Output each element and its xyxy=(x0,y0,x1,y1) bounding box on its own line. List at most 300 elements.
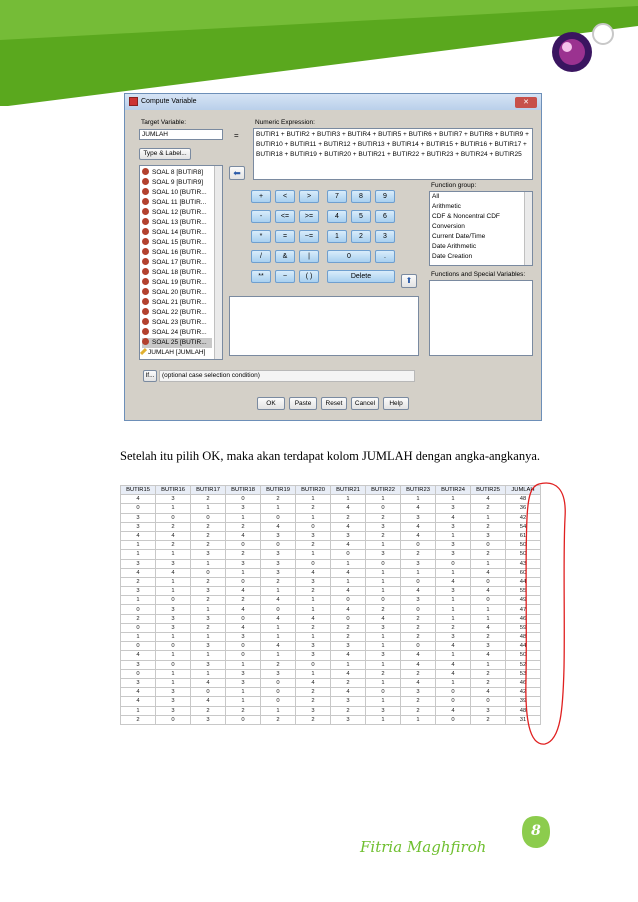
table-cell[interactable]: 1 xyxy=(156,651,191,660)
table-cell[interactable]: 0 xyxy=(471,577,506,586)
table-cell[interactable]: 1 xyxy=(296,669,331,678)
table-cell[interactable]: 48 xyxy=(506,706,541,715)
table-cell[interactable]: 4 xyxy=(261,522,296,531)
variable-list-item[interactable] xyxy=(142,268,207,278)
table-cell[interactable]: 1 xyxy=(191,633,226,642)
keypad-button[interactable]: - xyxy=(251,210,271,223)
table-cell[interactable]: 49 xyxy=(506,596,541,605)
keypad-button[interactable]: 5 xyxy=(351,210,371,223)
table-cell[interactable]: 2 xyxy=(471,715,506,724)
table-cell[interactable]: 46 xyxy=(506,678,541,687)
table-cell[interactable]: 3 xyxy=(436,504,471,513)
ok-button[interactable]: OK xyxy=(257,397,285,410)
table-cell[interactable]: 3 xyxy=(401,513,436,522)
column-header[interactable]: BUTIR20 xyxy=(296,486,331,495)
table-cell[interactable]: 2 xyxy=(401,697,436,706)
keypad-button[interactable]: 7 xyxy=(327,190,347,203)
table-cell[interactable]: 31 xyxy=(506,715,541,724)
keypad-button[interactable]: < xyxy=(275,190,295,203)
if-button[interactable]: If... xyxy=(143,370,157,382)
table-cell[interactable]: 2 xyxy=(401,550,436,559)
table-cell[interactable]: 0 xyxy=(121,623,156,632)
table-cell[interactable]: 2 xyxy=(331,513,366,522)
table-cell[interactable]: 2 xyxy=(121,577,156,586)
table-cell[interactable]: 3 xyxy=(191,715,226,724)
table-cell[interactable]: 2 xyxy=(366,605,401,614)
table-cell[interactable]: 1 xyxy=(156,678,191,687)
table-cell[interactable]: 4 xyxy=(401,531,436,540)
table-cell[interactable]: 0 xyxy=(156,642,191,651)
table-cell[interactable]: 4 xyxy=(471,688,506,697)
table-cell[interactable]: 0 xyxy=(226,715,261,724)
table-cell[interactable]: 3 xyxy=(436,541,471,550)
keypad-button[interactable]: <= xyxy=(275,210,295,223)
column-header[interactable]: BUTIR21 xyxy=(331,486,366,495)
table-cell[interactable]: 4 xyxy=(296,678,331,687)
table-cell[interactable]: 4 xyxy=(331,522,366,531)
table-cell[interactable]: 0 xyxy=(156,513,191,522)
table-cell[interactable]: 1 xyxy=(401,495,436,504)
table-cell[interactable]: 0 xyxy=(436,559,471,568)
close-icon[interactable]: ✕ xyxy=(515,97,537,108)
table-cell[interactable]: 1 xyxy=(366,541,401,550)
table-cell[interactable]: 2 xyxy=(401,633,436,642)
table-cell[interactable]: 3 xyxy=(296,577,331,586)
table-cell[interactable]: 3 xyxy=(296,642,331,651)
table-cell[interactable]: 1 xyxy=(366,660,401,669)
variable-list-item[interactable] xyxy=(142,288,207,298)
function-group-item[interactable]: Conversion xyxy=(432,223,465,230)
table-cell[interactable]: 4 xyxy=(436,706,471,715)
table-cell[interactable]: 1 xyxy=(436,614,471,623)
function-group-item[interactable]: Current Date/Time xyxy=(432,233,486,240)
table-cell[interactable]: 2 xyxy=(226,706,261,715)
keypad-button[interactable]: >= xyxy=(299,210,319,223)
table-cell[interactable]: 4 xyxy=(331,651,366,660)
keypad-button[interactable]: 2 xyxy=(351,230,371,243)
table-cell[interactable]: 2 xyxy=(261,715,296,724)
table-cell[interactable]: 0 xyxy=(436,697,471,706)
table-cell[interactable]: 0 xyxy=(296,522,331,531)
table-cell[interactable]: 3 xyxy=(331,642,366,651)
table-cell[interactable]: 0 xyxy=(156,596,191,605)
table-cell[interactable]: 0 xyxy=(226,614,261,623)
table-cell[interactable]: 4 xyxy=(471,651,506,660)
table-cell[interactable]: 2 xyxy=(191,541,226,550)
table-cell[interactable]: 1 xyxy=(296,550,331,559)
variable-list-item[interactable] xyxy=(142,328,207,338)
keypad-button[interactable]: > xyxy=(299,190,319,203)
variable-list-scrollbar[interactable] xyxy=(214,166,222,359)
table-cell[interactable]: 1 xyxy=(121,550,156,559)
table-cell[interactable]: 2 xyxy=(471,550,506,559)
table-cell[interactable]: 4 xyxy=(471,568,506,577)
table-cell[interactable]: 0 xyxy=(366,504,401,513)
table-cell[interactable]: 2 xyxy=(471,522,506,531)
table-cell[interactable]: 1 xyxy=(366,568,401,577)
table-cell[interactable]: 1 xyxy=(191,605,226,614)
table-cell[interactable]: 3 xyxy=(436,633,471,642)
table-cell[interactable]: 3 xyxy=(366,706,401,715)
table-cell[interactable]: 1 xyxy=(121,706,156,715)
keypad-button[interactable]: ** xyxy=(251,270,271,283)
table-cell[interactable]: 4 xyxy=(121,697,156,706)
table-cell[interactable]: 1 xyxy=(156,550,191,559)
table-cell[interactable]: 55 xyxy=(506,587,541,596)
table-cell[interactable]: 1 xyxy=(366,587,401,596)
table-cell[interactable]: 0 xyxy=(226,495,261,504)
table-cell[interactable]: 0 xyxy=(331,596,366,605)
table-cell[interactable]: 3 xyxy=(436,587,471,596)
variable-list-item[interactable] xyxy=(142,248,207,258)
table-cell[interactable]: 0 xyxy=(261,697,296,706)
variable-list-item[interactable] xyxy=(142,278,207,288)
table-cell[interactable]: 1 xyxy=(331,559,366,568)
keypad-button[interactable]: + xyxy=(251,190,271,203)
table-cell[interactable]: 42 xyxy=(506,513,541,522)
table-cell[interactable]: 1 xyxy=(471,559,506,568)
table-cell[interactable]: 2 xyxy=(296,623,331,632)
table-cell[interactable]: 0 xyxy=(401,577,436,586)
table-cell[interactable]: 4 xyxy=(156,568,191,577)
table-cell[interactable]: 2 xyxy=(331,633,366,642)
table-cell[interactable]: 2 xyxy=(261,577,296,586)
table-cell[interactable]: 0 xyxy=(226,577,261,586)
column-header[interactable]: BUTIR18 xyxy=(226,486,261,495)
table-cell[interactable]: 0 xyxy=(121,504,156,513)
table-cell[interactable]: 1 xyxy=(436,596,471,605)
table-cell[interactable]: 1 xyxy=(471,614,506,623)
keypad-button[interactable]: 9 xyxy=(375,190,395,203)
table-cell[interactable]: 1 xyxy=(121,541,156,550)
column-header[interactable]: BUTIR19 xyxy=(261,486,296,495)
table-cell[interactable]: 4 xyxy=(471,587,506,596)
table-cell[interactable]: 3 xyxy=(331,715,366,724)
table-cell[interactable]: 4 xyxy=(226,623,261,632)
keypad-button[interactable]: 1 xyxy=(327,230,347,243)
table-cell[interactable]: 4 xyxy=(331,587,366,596)
table-cell[interactable]: 39 xyxy=(506,697,541,706)
variable-list-item[interactable] xyxy=(142,318,207,328)
keypad-button[interactable]: 3 xyxy=(375,230,395,243)
table-cell[interactable]: 44 xyxy=(506,577,541,586)
table-cell[interactable]: 3 xyxy=(366,550,401,559)
table-cell[interactable]: 1 xyxy=(366,697,401,706)
variable-list-item[interactable] xyxy=(142,298,207,308)
function-group-item[interactable]: All xyxy=(432,193,440,200)
table-cell[interactable]: 4 xyxy=(191,697,226,706)
table-cell[interactable]: 1 xyxy=(261,623,296,632)
table-cell[interactable]: 1 xyxy=(261,651,296,660)
table-cell[interactable]: 2 xyxy=(366,531,401,540)
table-cell[interactable]: 54 xyxy=(506,522,541,531)
help-button[interactable]: Help xyxy=(383,397,409,410)
table-cell[interactable]: 3 xyxy=(156,559,191,568)
table-cell[interactable]: 3 xyxy=(366,623,401,632)
table-cell[interactable]: 3 xyxy=(156,605,191,614)
table-cell[interactable]: 3 xyxy=(156,614,191,623)
table-cell[interactable]: 1 xyxy=(226,688,261,697)
column-header[interactable]: BUTIR17 xyxy=(191,486,226,495)
table-cell[interactable]: 3 xyxy=(156,623,191,632)
table-cell[interactable]: 1 xyxy=(261,633,296,642)
table-cell[interactable]: 0 xyxy=(121,669,156,678)
table-cell[interactable]: 50 xyxy=(506,651,541,660)
table-cell[interactable]: 4 xyxy=(436,669,471,678)
table-cell[interactable]: 0 xyxy=(261,605,296,614)
table-cell[interactable]: 50 xyxy=(506,541,541,550)
table-cell[interactable]: 0 xyxy=(401,605,436,614)
table-cell[interactable]: 4 xyxy=(436,660,471,669)
table-cell[interactable]: 2 xyxy=(296,688,331,697)
table-cell[interactable]: 2 xyxy=(226,596,261,605)
table-cell[interactable]: 2 xyxy=(296,587,331,596)
table-cell[interactable]: 3 xyxy=(471,531,506,540)
table-cell[interactable]: 2 xyxy=(261,660,296,669)
table-cell[interactable]: 1 xyxy=(471,513,506,522)
keypad-button[interactable]: 6 xyxy=(375,210,395,223)
table-cell[interactable]: 3 xyxy=(331,697,366,706)
table-cell[interactable]: 0 xyxy=(226,541,261,550)
function-group-item[interactable]: Date Creation xyxy=(432,253,473,260)
table-cell[interactable]: 0 xyxy=(331,550,366,559)
column-header[interactable]: BUTIR22 xyxy=(366,486,401,495)
table-cell[interactable]: 1 xyxy=(156,669,191,678)
variable-list-item[interactable] xyxy=(142,208,207,218)
keypad-button[interactable]: 0 xyxy=(327,250,371,263)
table-cell[interactable]: 2 xyxy=(156,522,191,531)
keypad-button[interactable]: ~= xyxy=(299,230,319,243)
table-cell[interactable]: 1 xyxy=(436,605,471,614)
table-cell[interactable]: 2 xyxy=(331,678,366,687)
table-cell[interactable]: 0 xyxy=(261,541,296,550)
table-cell[interactable]: 48 xyxy=(506,633,541,642)
up-arrow-icon[interactable]: ⬆ xyxy=(401,274,417,288)
numeric-expression-input[interactable]: BUTIR1 + BUTIR2 + BUTIR3 + BUTIR4 + BUTIR5 + BUTIR6 + BUTIR7 + BUTIR8 + BUTIR9 + BUTIR10 + BUTIR11 + BUTIR12 + BUTIR13 + BUTIR14 + BUTIR15 + BUTIR16 + BUTIR17 + BUTIR18 + BUTIR19 + BUTIR20 + BUTIR21 + BUTIR22 + BUTIR23 + BUTIR24 + BUTIR25 xyxy=(253,128,533,180)
table-cell[interactable]: 1 xyxy=(226,660,261,669)
table-cell[interactable]: 1 xyxy=(156,633,191,642)
table-cell[interactable]: 3 xyxy=(226,678,261,687)
variable-list-item[interactable] xyxy=(142,198,206,208)
table-cell[interactable]: 0 xyxy=(401,541,436,550)
table-cell[interactable]: 3 xyxy=(261,550,296,559)
keypad-button[interactable]: Delete xyxy=(327,270,395,283)
table-cell[interactable]: 53 xyxy=(506,669,541,678)
table-cell[interactable]: 3 xyxy=(401,688,436,697)
table-cell[interactable]: 0 xyxy=(296,660,331,669)
table-cell[interactable]: 0 xyxy=(121,642,156,651)
table-cell[interactable]: 4 xyxy=(191,678,226,687)
table-cell[interactable]: 1 xyxy=(226,697,261,706)
table-cell[interactable]: 1 xyxy=(436,678,471,687)
table-cell[interactable]: 0 xyxy=(191,513,226,522)
column-header[interactable]: BUTIR23 xyxy=(401,486,436,495)
table-cell[interactable]: 3 xyxy=(226,669,261,678)
table-cell[interactable]: 4 xyxy=(296,568,331,577)
table-cell[interactable]: 4 xyxy=(436,642,471,651)
table-cell[interactable]: 4 xyxy=(401,660,436,669)
table-cell[interactable]: 1 xyxy=(191,504,226,513)
table-cell[interactable]: 0 xyxy=(191,688,226,697)
table-cell[interactable]: 1 xyxy=(191,669,226,678)
table-cell[interactable]: 2 xyxy=(191,531,226,540)
table-cell[interactable]: 0 xyxy=(366,688,401,697)
table-cell[interactable]: 1 xyxy=(331,660,366,669)
table-cell[interactable]: 0 xyxy=(226,642,261,651)
table-cell[interactable]: 1 xyxy=(226,513,261,522)
table-cell[interactable]: 3 xyxy=(121,587,156,596)
table-cell[interactable]: 0 xyxy=(471,541,506,550)
table-cell[interactable]: 4 xyxy=(471,623,506,632)
table-cell[interactable]: 4 xyxy=(226,587,261,596)
table-cell[interactable]: 0 xyxy=(226,651,261,660)
table-cell[interactable]: 4 xyxy=(261,596,296,605)
table-cell[interactable]: 1 xyxy=(471,605,506,614)
table-cell[interactable]: 43 xyxy=(506,559,541,568)
table-cell[interactable]: 3 xyxy=(401,596,436,605)
table-cell[interactable]: 2 xyxy=(296,504,331,513)
keypad-button[interactable]: * xyxy=(251,230,271,243)
table-cell[interactable]: 0 xyxy=(296,559,331,568)
table-cell[interactable]: 4 xyxy=(121,495,156,504)
table-cell[interactable]: 0 xyxy=(156,715,191,724)
table-cell[interactable]: 1 xyxy=(436,568,471,577)
if-condition-field[interactable]: (optional case selection condition) xyxy=(159,370,415,382)
table-cell[interactable]: 1 xyxy=(156,587,191,596)
table-cell[interactable]: 0 xyxy=(156,660,191,669)
table-cell[interactable]: 1 xyxy=(401,715,436,724)
table-cell[interactable]: 0 xyxy=(401,642,436,651)
table-cell[interactable]: 4 xyxy=(331,504,366,513)
table-cell[interactable]: 3 xyxy=(436,550,471,559)
table-cell[interactable]: 1 xyxy=(366,715,401,724)
function-group-item[interactable]: Arithmetic xyxy=(432,203,461,210)
keypad-button[interactable]: = xyxy=(275,230,295,243)
table-cell[interactable]: 1 xyxy=(261,706,296,715)
variable-list-item[interactable] xyxy=(142,168,203,178)
table-cell[interactable]: 3 xyxy=(156,697,191,706)
table-cell[interactable]: 1 xyxy=(436,651,471,660)
table-cell[interactable]: 4 xyxy=(436,513,471,522)
table-cell[interactable]: 1 xyxy=(471,660,506,669)
table-cell[interactable]: 4 xyxy=(401,504,436,513)
table-cell[interactable]: 1 xyxy=(331,495,366,504)
table-cell[interactable]: 3 xyxy=(226,504,261,513)
column-header[interactable]: BUTIR16 xyxy=(156,486,191,495)
table-cell[interactable]: 3 xyxy=(121,559,156,568)
variable-list-item[interactable] xyxy=(142,178,203,188)
table-cell[interactable]: 3 xyxy=(296,706,331,715)
keypad-button[interactable]: . xyxy=(375,250,395,263)
table-cell[interactable]: 3 xyxy=(191,550,226,559)
table-cell[interactable]: 2 xyxy=(366,669,401,678)
table-cell[interactable]: 0 xyxy=(261,678,296,687)
table-cell[interactable]: 2 xyxy=(296,697,331,706)
table-cell[interactable]: 59 xyxy=(506,623,541,632)
table-cell[interactable]: 1 xyxy=(436,531,471,540)
table-cell[interactable]: 2 xyxy=(436,623,471,632)
table-cell[interactable]: 3 xyxy=(436,522,471,531)
table-cell[interactable]: 1 xyxy=(121,633,156,642)
table-cell[interactable]: 52 xyxy=(506,660,541,669)
table-cell[interactable]: 1 xyxy=(191,559,226,568)
table-cell[interactable]: 4 xyxy=(331,541,366,550)
table-cell[interactable]: 3 xyxy=(471,642,506,651)
keypad-button[interactable]: 8 xyxy=(351,190,371,203)
table-cell[interactable]: 2 xyxy=(401,614,436,623)
function-group-item[interactable]: Date Arithmetic xyxy=(432,243,477,250)
table-cell[interactable]: 4 xyxy=(121,688,156,697)
move-variable-arrow-icon[interactable]: ⬅ xyxy=(229,166,245,180)
table-cell[interactable]: 36 xyxy=(506,504,541,513)
table-cell[interactable]: 4 xyxy=(226,605,261,614)
table-cell[interactable]: 2 xyxy=(191,577,226,586)
table-cell[interactable]: 1 xyxy=(121,596,156,605)
table-cell[interactable]: 42 xyxy=(506,688,541,697)
table-cell[interactable]: 2 xyxy=(261,495,296,504)
table-cell[interactable]: 4 xyxy=(401,651,436,660)
table-cell[interactable]: 1 xyxy=(366,577,401,586)
table-cell[interactable]: 3 xyxy=(226,633,261,642)
table-cell[interactable]: 2 xyxy=(121,715,156,724)
table-cell[interactable]: 3 xyxy=(191,660,226,669)
keypad-button[interactable]: | xyxy=(299,250,319,263)
table-cell[interactable]: 50 xyxy=(506,550,541,559)
table-cell[interactable]: 4 xyxy=(366,614,401,623)
table-cell[interactable]: 0 xyxy=(331,614,366,623)
column-header[interactable]: BUTIR25 xyxy=(471,486,506,495)
table-cell[interactable]: 0 xyxy=(366,559,401,568)
function-group-scrollbar[interactable] xyxy=(524,192,532,265)
table-cell[interactable]: 3 xyxy=(156,495,191,504)
table-cell[interactable]: 4 xyxy=(331,688,366,697)
variable-list-item[interactable] xyxy=(142,238,207,248)
table-cell[interactable]: 1 xyxy=(366,495,401,504)
table-cell[interactable]: 60 xyxy=(506,568,541,577)
variable-list-item[interactable] xyxy=(142,338,212,348)
table-cell[interactable]: 47 xyxy=(506,605,541,614)
table-cell[interactable]: 1 xyxy=(401,568,436,577)
table-cell[interactable]: 2 xyxy=(401,706,436,715)
table-cell[interactable]: 3 xyxy=(366,522,401,531)
table-cell[interactable]: 3 xyxy=(401,559,436,568)
table-cell[interactable]: 48 xyxy=(506,495,541,504)
variable-list-item[interactable] xyxy=(142,258,207,268)
table-cell[interactable]: 4 xyxy=(261,614,296,623)
variable-list-item[interactable] xyxy=(142,188,207,198)
table-cell[interactable]: 3 xyxy=(121,522,156,531)
table-cell[interactable]: 2 xyxy=(296,541,331,550)
table-cell[interactable]: 4 xyxy=(296,614,331,623)
table-cell[interactable]: 1 xyxy=(191,651,226,660)
variable-list-item[interactable] xyxy=(142,348,205,358)
table-cell[interactable]: 4 xyxy=(121,531,156,540)
table-cell[interactable]: 0 xyxy=(121,605,156,614)
table-cell[interactable]: 3 xyxy=(121,678,156,687)
table-cell[interactable]: 1 xyxy=(261,504,296,513)
variable-list[interactable] xyxy=(139,165,223,360)
table-cell[interactable]: 3 xyxy=(261,559,296,568)
table-cell[interactable]: 1 xyxy=(296,495,331,504)
table-cell[interactable]: 4 xyxy=(121,568,156,577)
table-cell[interactable]: 4 xyxy=(401,678,436,687)
variable-list-item[interactable] xyxy=(142,218,207,228)
table-cell[interactable]: 3 xyxy=(191,642,226,651)
table-cell[interactable]: 2 xyxy=(471,504,506,513)
keypad-button[interactable]: 4 xyxy=(327,210,347,223)
table-cell[interactable]: 2 xyxy=(191,495,226,504)
table-cell[interactable]: 3 xyxy=(121,660,156,669)
